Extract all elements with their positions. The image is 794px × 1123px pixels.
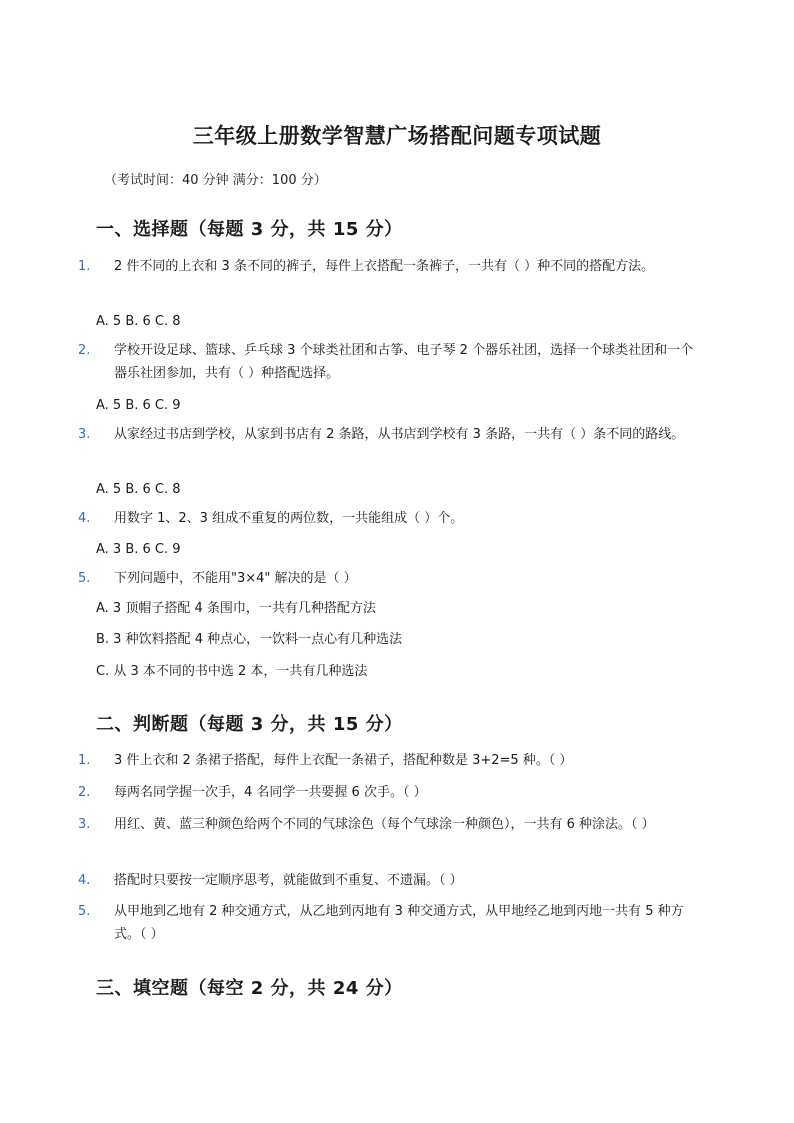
judge-question-5 — [78, 900, 702, 946]
question-text: 学校开设足球、篮球、乒乓球 3 个球类社团和古筝、电子琴 2 个器乐社团，选择一个球类社团和一个器乐社团参加，共有（ ）种搭配选择。 — [114, 343, 694, 381]
question-text: 2 件不同的上衣和 3 条不同的裤子，每件上衣搭配一条裤子，一共有（ ）种不同的搭配方法。 — [114, 259, 655, 274]
choice-options-4: A. 3 B. 6 C. 9 — [96, 542, 181, 557]
question-number: 2. — [78, 785, 91, 800]
section-heading-choice: 一、选择题（每题 3 分，共 15 分） — [96, 219, 403, 240]
choice-question-1 — [78, 255, 702, 278]
choice-question-4 — [78, 507, 702, 530]
question-text: 用红、黄、蓝三种颜色给两个不同的气球涂色（每个气球涂一种颜色），一共有 6 种涂法。（ ） — [114, 817, 655, 832]
question-number: 5. — [78, 571, 91, 586]
choice-options-1: A. 5 B. 6 C. 8 — [96, 314, 181, 329]
section-heading-judge: 二、判断题（每题 3 分，共 15 分） — [96, 714, 403, 735]
question-text: 用数字 1、2、3 组成不重复的两位数，一共能组成（ ）个。 — [114, 511, 464, 526]
choice-options-2: A. 5 B. 6 C. 9 — [96, 398, 181, 413]
choice-options-3: A. 5 B. 6 C. 8 — [96, 482, 181, 497]
page-title: 三年级上册数学智慧广场搭配问题专项试题 — [192, 124, 602, 148]
question-text: 从甲地到乙地有 2 种交通方式，从乙地到丙地有 3 种交通方式，从甲地经乙地到丙地一共有 5 种方式。（ ） — [114, 904, 684, 942]
question-number: 3. — [78, 427, 91, 442]
choice-option-a: A. 3 顶帽子搭配 4 条围巾，一共有几种搭配方法 — [96, 601, 376, 616]
exam-info: （考试时间：40 分钟 满分：100 分） — [104, 173, 327, 188]
question-number: 2. — [78, 343, 91, 358]
choice-question-3 — [78, 423, 702, 446]
choice-option-c: C. 从 3 本不同的书中选 2 本，一共有几种选法 — [96, 664, 368, 679]
question-number: 5. — [78, 904, 91, 919]
question-number: 1. — [78, 753, 91, 768]
question-text: 下列问题中，不能用"3×4" 解决的是（ ） — [114, 571, 357, 586]
choice-option-b: B. 3 种饮料搭配 4 种点心，一饮料一点心有几种选法 — [96, 632, 403, 647]
judge-question-1 — [78, 749, 702, 772]
choice-question-5 — [78, 567, 702, 590]
section-heading-fill: 三、填空题（每空 2 分，共 24 分） — [96, 978, 403, 999]
question-number: 1. — [78, 259, 91, 274]
question-text: 搭配时只要按一定顺序思考，就能做到不重复、不遗漏。（ ） — [114, 873, 463, 888]
question-number: 4. — [78, 511, 91, 526]
question-number: 4. — [78, 873, 91, 888]
judge-question-2 — [78, 781, 702, 804]
question-text: 3 件上衣和 2 条裙子搭配，每件上衣配一条裙子，搭配种数是 3+2=5 种。（ ） — [114, 753, 573, 768]
question-number: 3. — [78, 817, 91, 832]
judge-question-4 — [78, 869, 702, 892]
judge-question-3 — [78, 813, 702, 836]
question-text: 从家经过书店到学校，从家到书店有 2 条路，从书店到学校有 3 条路，一共有（ ）条不同的路线。 — [114, 427, 685, 442]
question-text: 每两名同学握一次手，4 名同学一共要握 6 次手。（ ） — [114, 785, 427, 800]
choice-question-2 — [78, 339, 702, 385]
